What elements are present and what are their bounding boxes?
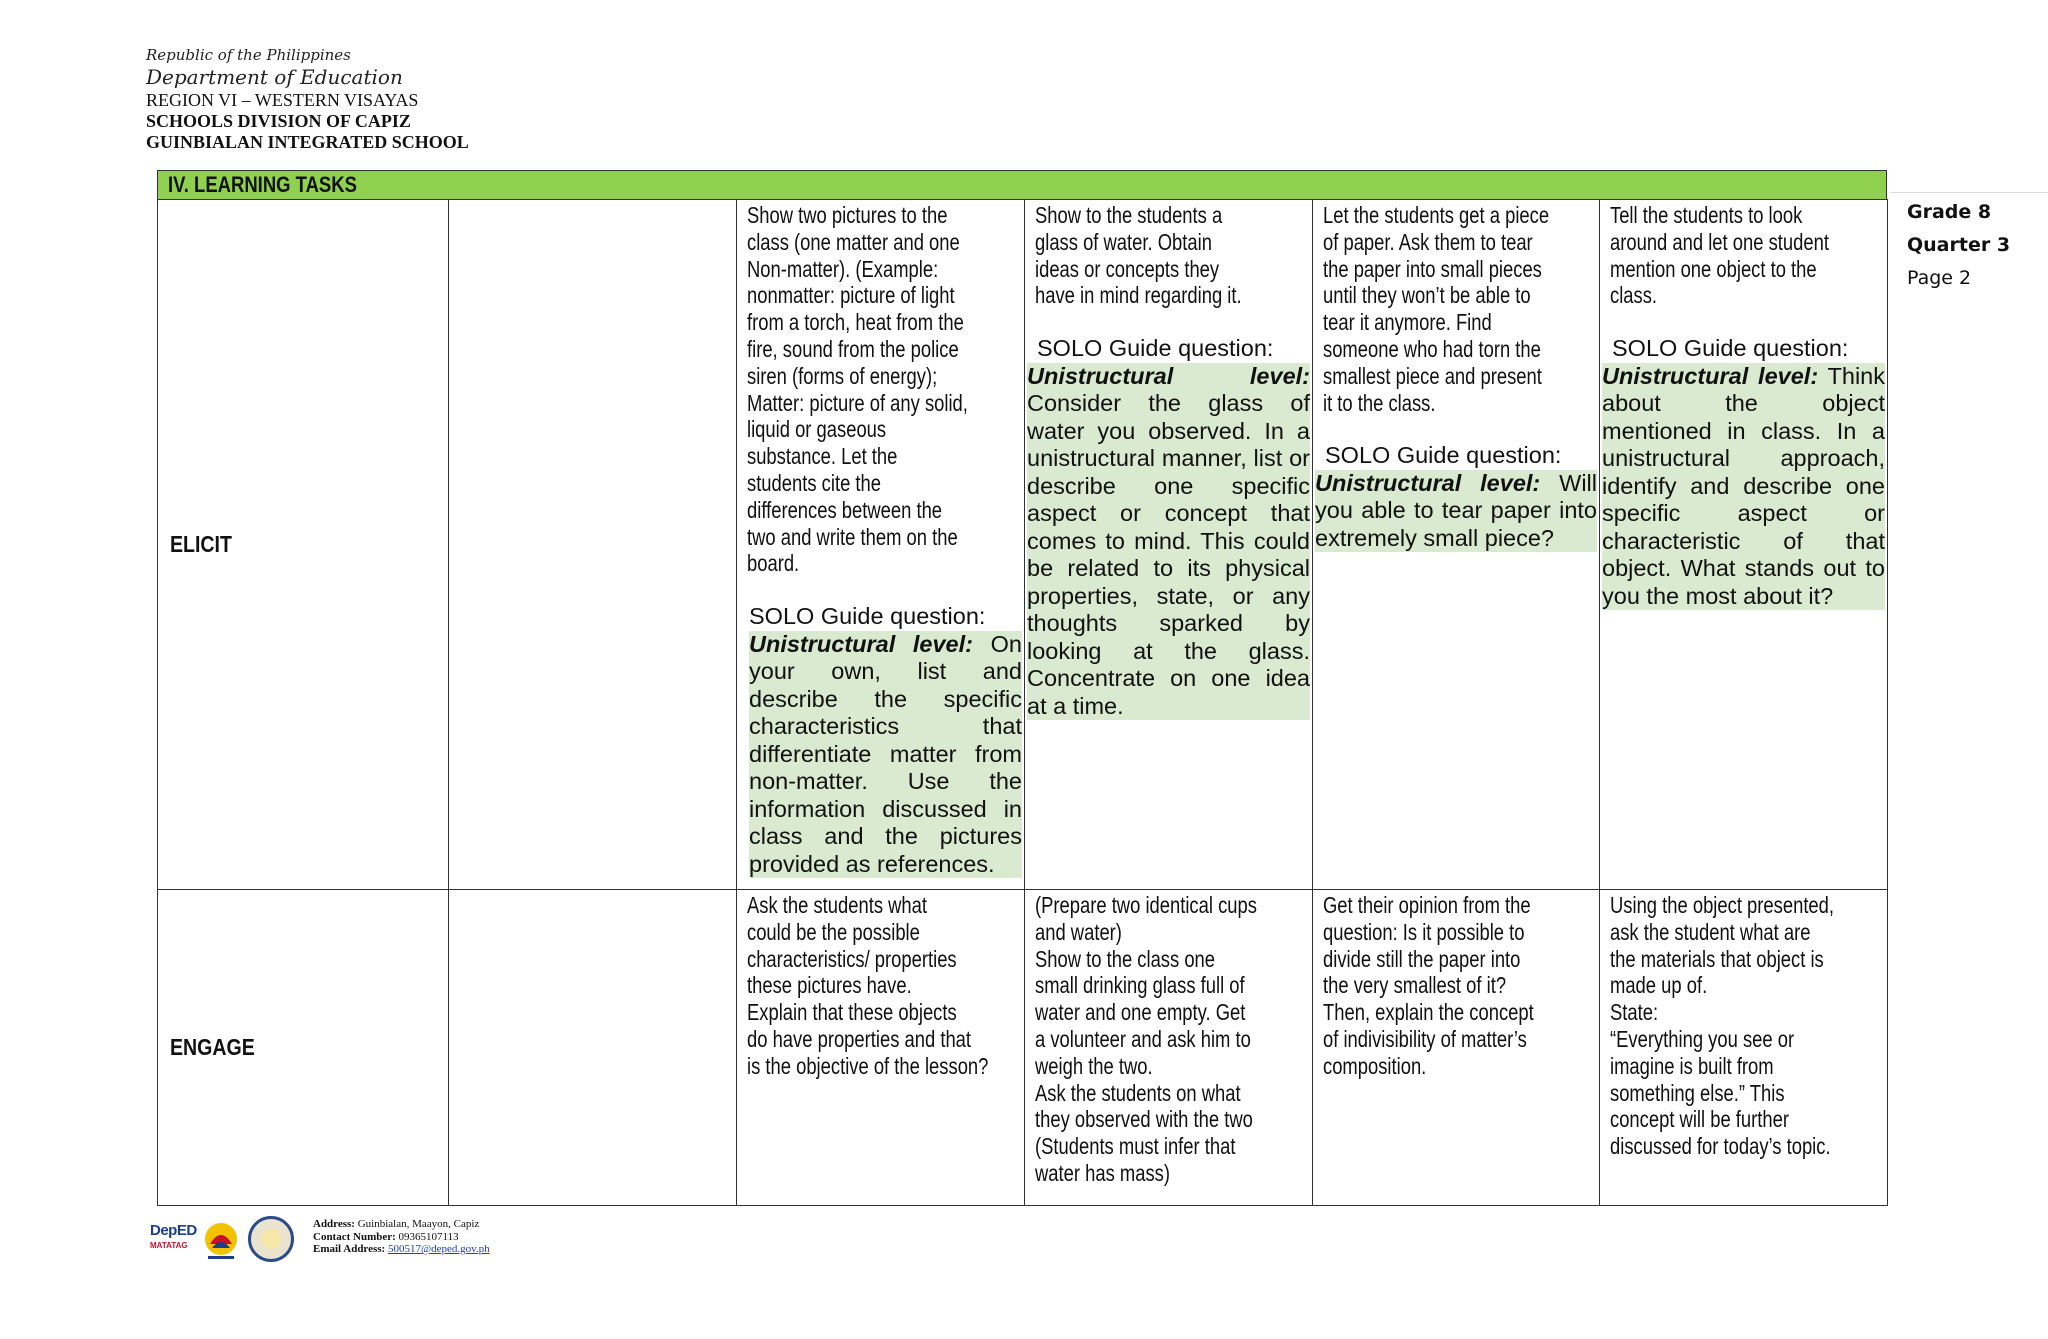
bagong-pilipinas-logo — [202, 1220, 240, 1262]
division-line: SCHOOLS DIVISION OF CAPIZ — [146, 110, 411, 131]
solo-guide-question — [1600, 335, 1887, 610]
engage-cell-1: Ask the students what could be the possible characteristics/ properties these pictures have. Explain that these objects do have properties and that is the objective of the lesson? — [737, 890, 1025, 1206]
engage-cell-2: (Prepare two identical cups and water) Show to the class one small drinking glass full of water and one empty. Get a volunteer and ask him to weigh the two. Ask the students on what they observed with the two (Students must infer that water has mass) — [1025, 890, 1313, 1206]
grade-label: Grade 8 — [1907, 201, 1992, 223]
address-value: Guinbialan, Maayon, Capiz — [357, 1218, 480, 1230]
empty-cell — [449, 200, 737, 890]
table-row-engage — [158, 890, 1888, 1206]
solo-guide-question — [1025, 335, 1312, 720]
solo-label: SOLO Guide question: — [1612, 335, 1849, 362]
level-label: Unistructural level: — [749, 630, 973, 657]
section-title-bar — [157, 170, 1887, 200]
solo-question-text: On your own, list and describe the specific characteristics that differentiate matter from non-matter. Use the information discussed in class and the pictures provided as references. — [749, 630, 1022, 877]
solo-guide-question — [1313, 442, 1599, 552]
quarter-label: Quarter 3 — [1907, 234, 2011, 256]
department-line: Department of Education — [146, 64, 403, 89]
level-label: Unistructural level: — [1027, 362, 1310, 389]
school-line: GUINBIALAN INTEGRATED SCHOOL — [146, 131, 469, 152]
solo-label: SOLO Guide question: — [1037, 335, 1274, 362]
elicit-cell-3: Let the students get a piece of paper. Ask them to tear the paper into small pieces until they won’t be able to tear it anymore. Find someone who had torn the smallest piece and present it to the class. SOLO Guide question: Unistructural level: Will you able to tear paper into extremely small piece? — [1313, 200, 1600, 890]
solo-label: SOLO Guide question: — [1325, 442, 1562, 469]
document-header — [146, 46, 846, 153]
region-line: REGION VI – WESTERN VISAYAS — [146, 89, 419, 110]
side-divider — [1890, 192, 2048, 193]
solo-guide-question — [737, 603, 1024, 878]
empty-cell — [449, 890, 737, 1206]
table-row-elicit — [158, 200, 1888, 890]
elicit-cell-4: Tell the students to look around and let one student mention one object to the class. SOLO Guide question: Unistructural level: Think about the object mentioned in class. In a unistructural approach, identify and describe one specific aspect or characteristic of that object. What stands out to you the most about it? — [1600, 200, 1888, 890]
level-label: Unistructural level: — [1602, 362, 1819, 389]
engage-cell-4: Using the object presented, ask the student what are the materials that object is made up of. State: “Everything you see or imagine is built from something else.” This concept will be further discussed for today’s topic. — [1600, 890, 1888, 1206]
page-number: Page 2 — [1907, 267, 1972, 289]
elicit-cell-1: Show two pictures to the class (one matter and one Non-matter). (Example: nonmatter: picture of light from a torch, heat from the fire, sound from the police siren (forms of energy); Matter: picture of any solid, liquid or gaseous substance. Let the students cite the differences between the two and write them on the board. SOLO Guide question: Unistructural level: On your own, list and describe the specific characteristics that differentiate matter from non-matter. Use the information discussed in class and the pictures provided as references. — [737, 200, 1025, 890]
school-seal-logo — [248, 1216, 294, 1262]
elicit-cell-2: Show to the students a glass of water. Obtain ideas or concepts they have in mind regarding it. SOLO Guide question: Unistructural level: Consider the glass of water you observed. In a unistructural manner, list or describe one specific aspect or concept that comes to mind. This could be related to its physical properties, state, or any thoughts sparked by looking at the glass. Concentrate on one idea at a time. — [1025, 200, 1313, 890]
republic-line: Republic of the Philippines — [146, 46, 351, 64]
solo-question-text: Think about the object mentioned in class. In a unistructural approach, identify and describe one specific aspect or characteristic of that object. What stands out to you the most about it? — [1602, 362, 1885, 609]
engage-cell-3: Get their opinion from the question: Is it possible to divide still the paper into the very smallest of it? Then, explain the concept of indivisibility of matter’s composition. — [1313, 890, 1600, 1206]
solo-question-text: Will you able to tear paper into extremely small piece? — [1315, 469, 1597, 551]
side-info — [1907, 196, 2010, 295]
learning-tasks-table — [157, 199, 1888, 1206]
level-label: Unistructural level: — [1315, 469, 1541, 496]
contact-details: Address: Guinbialan, Maayon, Capiz Contact Number: 09365107113 Email Address: 500517@deped.gov.ph — [313, 1218, 490, 1255]
solo-question-text: Consider the glass of water you observed. In a unistructural manner, list or describe one specific aspect or concept that comes to mind. This could be related to its physical properties, state, or any thoughts sparked by looking at the glass. Concentrate on one idea at a time. — [1027, 390, 1310, 719]
row-label-elicit: ELICIT — [158, 200, 449, 890]
contact-value: 09365107113 — [398, 1230, 459, 1243]
email-link[interactable]: 500517@deped.gov.ph — [387, 1243, 490, 1255]
deped-logo: DepED MATATAG — [150, 1222, 197, 1250]
row-label-engage: ENGAGE — [158, 890, 449, 1206]
solo-label: SOLO Guide question: — [749, 603, 986, 630]
section-title: IV. LEARNING TASKS — [168, 172, 357, 197]
